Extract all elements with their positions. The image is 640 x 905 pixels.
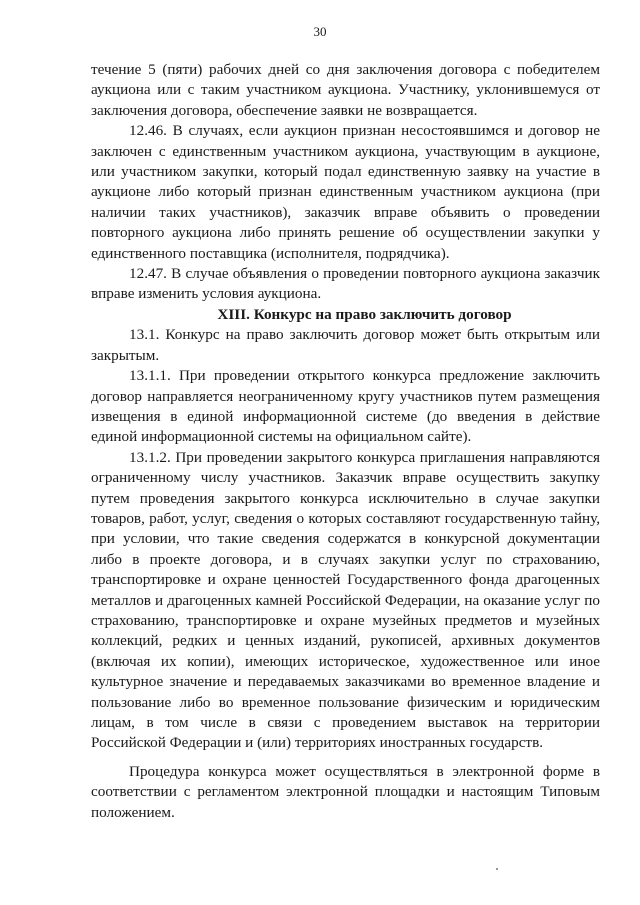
paragraph-13-1-1: 13.1.1. При проведении открытого конкурса предложение заключить договор направляется неограниченному кругу участников путем размещения извещения в единой информационной системе (до введения в действие единой информационной системы на официальном сайте). bbox=[91, 367, 600, 446]
page-number: 30 bbox=[313, 24, 327, 39]
scan-speck bbox=[496, 868, 498, 870]
section-heading: XIII. Конкурс на право заключить договор bbox=[217, 305, 512, 323]
document-body bbox=[91, 60, 600, 823]
paragraph-procedure: Процедура конкурса может осуществляться в электронной форме в соответствии с регламентом электронной площадки и настоящим Типовым положением. bbox=[91, 762, 600, 821]
paragraph-13-1: 13.1. Конкурс на право заключить договор может быть открытым или закрытым. bbox=[91, 326, 600, 364]
paragraph-12-47: 12.47. В случае объявления о проведении повторного аукциона заказчик вправе изменить условия аукциона. bbox=[91, 265, 600, 303]
paragraph-13-1-2: 13.1.2. При проведении закрытого конкурса приглашения направляются ограниченному числу участников. Заказчик вправе осуществить закупку путем проведения закрытого конкурса исключительно в случае закупки товаров, работ, услуг, сведения о которых составляют государственную тайну, при условии, что такие сведения содержатся в конкурсной документации либо в проекте договора, и в случаях закупки услуг по страхованию, транспортировке и охране ценностей Государственного фонда драгоценных металлов и драгоценных камней Российской Федерации, на оказание услуг по страхованию, транспортировке и охране музейных предметов и музейных коллекций, редких и ценных изданий, рукописей, архивных документов (включая их копии), имеющих историческое, художественное или иное культурное значение и передаваемых заказчиками во временное владение и пользование либо во временное пользование физическим и юридическим лицам, в том числе в связи с проведением выставок на территории Российской Федерации и (или) территориях иностранных государств. bbox=[91, 448, 600, 752]
paragraph-12-46: 12.46. В случаях, если аукцион признан несостоявшимся и договор не заключен с единственным участником аукциона, участвующим в аукционе, или участником закупки, который подал единственную заявку на участие в аукционе либо который признан единственным участником аукциона (при наличии таких участников), заказчик вправе объявить о проведении повторного аукциона либо принять решение об осуществлении закупки у единственного поставщика (исполнителя, подрядчика). bbox=[91, 122, 600, 262]
paragraph-continuation: течение 5 (пяти) рабочих дней со дня заключения договора с победителем аукциона или с таким участником аукциона. Участнику, уклонившемуся от заключения договора, обеспечение заявки не возвращается. bbox=[91, 61, 600, 119]
